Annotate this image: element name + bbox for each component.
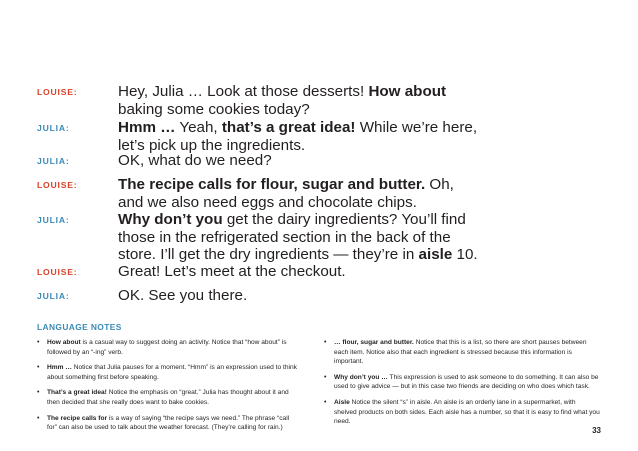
bullet: • [37,389,40,397]
notes-column-right [324,338,600,433]
speaker-label: JULIA: [37,123,70,133]
bullet: • [37,339,40,346]
text-segment-bold: that’s a great idea! [221,119,356,136]
note-term: Why don’t you … [334,373,388,381]
note-text: is a casual way to suggest doing an activity. Notice that “how about” is followed by an “-ing” verb. [47,339,287,356]
note-text: Notice the emphasis on “great.” Julia has thought about it and then decided that she really does want to bake cookies. [47,389,289,406]
text-segment-bold: Hmm … [118,119,176,136]
bullet: • [37,364,40,372]
note-item [324,373,600,392]
speaker-label: LOUISE: [37,180,78,190]
bullet: • [324,339,327,346]
text-segment-bold: Why don’t you [118,211,223,228]
text-segment: baking some cookies today? [118,100,310,118]
note-text: Notice the silent “s” in aisle. An aisle is an orderly lane in a supermarket, with shelved products on both sides. Each aisle has a number, so that it is easy to find what you need. [334,398,600,426]
dialogue-text [118,263,478,281]
text-segment: While we’re here, let’s pick up the ingredients. [118,119,478,154]
note-text: Notice that Julia pauses for a moment. “Hmm” is an expression used to think about something first before speaking. [47,364,297,381]
bullet: • [324,373,327,381]
bullet: • [37,414,40,422]
note-item [37,414,299,433]
dialogue-text [118,211,478,264]
note-term: The recipe calls for [47,414,108,422]
note-item [37,388,299,407]
page-number: 33 [592,426,601,435]
note-term: How about [47,339,81,346]
language-notes-title: LANGUAGE NOTES [37,322,122,332]
text-segment: OK, what do we need? [118,152,272,169]
note-item [37,363,299,382]
notes-column-left [37,338,299,439]
text-segment: get the dairy ingredients? You’ll find those in the refrigerated section in the back of the store. I’ll get the dry ingredients — they’re in [118,211,466,264]
text-segment: OK. See you there. [118,287,248,304]
text-segment: Oh, and we also need eggs and chocolate chips. [118,176,454,211]
note-term: Aisle [334,398,350,406]
dialogue-text [118,119,478,154]
speaker-label: JULIA: [37,291,70,301]
text-segment-bold: How about [368,83,447,100]
speaker-label: JULIA: [37,215,70,225]
text-segment: 10. [452,246,478,264]
dialogue-text [118,176,478,211]
text-segment-bold: The recipe calls for flour, sugar and butter. [118,176,426,193]
speaker-label: JULIA: [37,156,70,166]
note-term: … flour, sugar and butter. [334,339,414,346]
text-segment: Hey, Julia … Look at those desserts! [118,83,369,100]
text-segment: Great! Let’s meet at the checkout. [118,263,346,280]
note-item [37,338,299,357]
note-item [324,398,600,427]
text-segment: Yeah, [175,119,222,136]
note-text: Notice that this is a list, so there are short pauses between each item. Notice also that each ingredient is stressed because this information is important. [334,339,587,366]
text-segment-bold: aisle [418,246,453,264]
dialogue-text [118,152,478,170]
dialogue-text [118,83,478,118]
note-term: Hmm … [47,364,72,372]
note-term: That’s a great idea! [47,389,107,397]
dialogue-text [118,287,478,305]
note-text: This expression is used to ask someone to do something. It can also be used to give advice — but in this case two friends are deciding on who does which task. [334,373,599,391]
note-item [324,338,600,367]
note-text: is a way of saying “the recipe says we need.” The phrase “call for” can also be used to talk about the weather forecast. (They’re calling for rain.) [47,414,290,432]
speaker-label: LOUISE: [37,87,78,97]
speaker-label: LOUISE: [37,267,78,277]
bullet: • [324,398,327,406]
